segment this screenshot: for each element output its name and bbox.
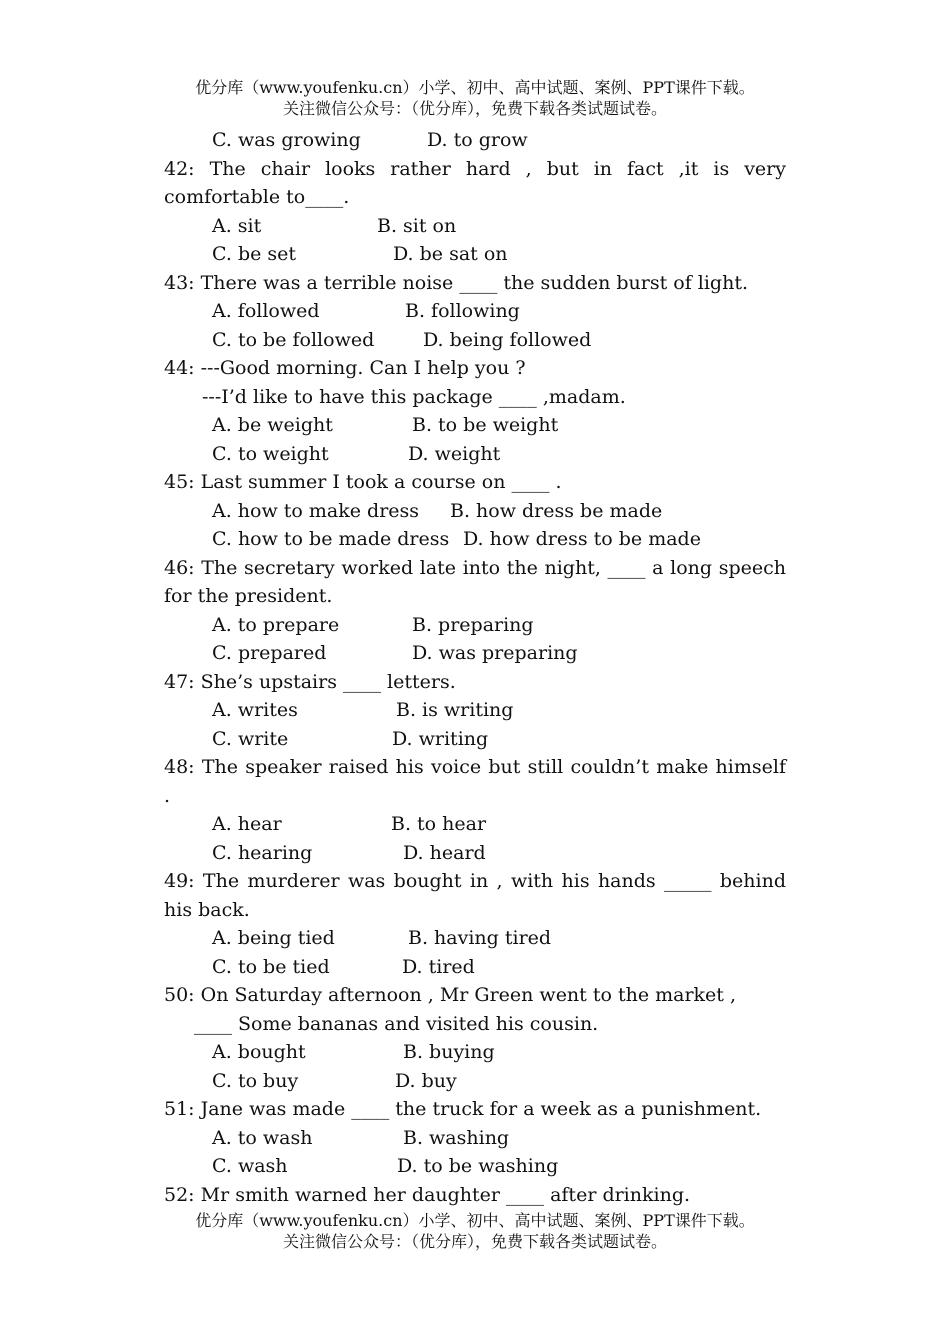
question-49-text: 49: The murderer was bought in , with his hands _____ behind — [164, 870, 786, 892]
question-48-text: 48: The speaker raised his voice but still couldn’t make himself — [164, 756, 786, 778]
option-row — [164, 126, 786, 155]
option-row — [164, 611, 786, 640]
option-a: A. sit — [212, 214, 262, 237]
option-a: A. to wash — [212, 1126, 313, 1149]
question-51-text: 51: Jane was made ____ the truck for a week as a punishment. — [164, 1098, 762, 1120]
option-b: B. how dress be made — [450, 499, 663, 522]
option-row — [164, 1038, 786, 1067]
option-b: B. to hear — [391, 813, 487, 835]
page-footer — [0, 1210, 950, 1252]
option-row — [164, 810, 786, 839]
option-row — [164, 411, 786, 440]
question-46-text-cont: for the president. — [164, 585, 333, 607]
option-c: C. to weight — [212, 442, 329, 465]
header-line-1: 优分库（www.youfenku.cn）小学、初中、高中试题、案例、PPT课件下载。 — [195, 78, 755, 97]
option-b: B. preparing — [412, 613, 534, 636]
option-d: D. tired — [402, 955, 475, 978]
option-row — [164, 1124, 786, 1153]
question-50-text-cont: ____ Some bananas and visited his cousin. — [194, 1012, 599, 1035]
option-a: A. to prepare — [212, 613, 340, 636]
option-b: B. following — [405, 300, 520, 322]
question-43-text: 43: There was a terrible noise ____ the sudden burst of light. — [164, 271, 748, 294]
option-a: A. followed — [212, 300, 320, 322]
option-b: B. buying — [403, 1041, 495, 1063]
option-d: D. buy — [395, 1069, 457, 1092]
option-row — [164, 1067, 786, 1096]
option-a: A. hear — [212, 813, 282, 835]
question-44-text: 44: ---Good morning. Can I help you ? — [164, 357, 526, 379]
option-c: C. to be tied — [212, 955, 330, 978]
option-b: B. is writing — [396, 699, 514, 721]
option-row — [164, 326, 786, 355]
footer-line-1: 优分库（www.youfenku.cn）小学、初中、高中试题、案例、PPT课件下载。 — [195, 1211, 755, 1230]
question-42-text: 42: The chair looks rather hard , but in fact ,it is very — [164, 157, 786, 180]
option-c: C. prepared — [212, 642, 327, 664]
option-c: C. to be followed — [212, 328, 375, 351]
question-44-text-cont: ---I’d like to have this package ____ ,madam. — [202, 385, 626, 408]
option-row — [164, 497, 786, 526]
option-d: D. to be washing — [397, 1155, 559, 1177]
option-c: C. wash — [212, 1155, 288, 1177]
option-b: B. to be weight — [412, 414, 559, 436]
option-row — [164, 839, 786, 868]
option-d: D. was preparing — [412, 642, 578, 664]
option-d: D. to grow — [427, 129, 528, 151]
question-list — [164, 126, 786, 1209]
option-row — [164, 240, 786, 269]
option-c: C. be set — [212, 243, 297, 265]
option-c: C. hearing — [212, 841, 313, 864]
option-d: D. weight — [408, 442, 501, 465]
option-d: D. how dress to be made — [463, 528, 701, 550]
option-row — [164, 440, 786, 469]
option-row — [164, 212, 786, 241]
option-row — [164, 525, 786, 554]
option-row — [164, 639, 786, 668]
option-d: D. heard — [403, 841, 486, 864]
question-47-text: 47: She’s upstairs ____ letters. — [164, 670, 456, 693]
option-c: C. write — [212, 727, 289, 750]
option-b: B. sit on — [377, 214, 457, 237]
option-row — [164, 297, 786, 326]
option-a: A. writes — [212, 699, 298, 721]
question-50-text: 50: On Saturday afternoon , Mr Green went to the market , — [164, 984, 737, 1006]
option-b: B. having tired — [408, 927, 552, 949]
question-46-text: 46: The secretary worked late into the night, ____ a long speech — [164, 556, 786, 579]
footer-line-2: 关注微信公众号：（优分库），免费下载各类试题试卷。 — [282, 1232, 667, 1251]
option-d: D. be sat on — [393, 243, 508, 265]
option-c: C. was growing — [212, 129, 361, 151]
option-c: C. how to be made dress — [212, 528, 450, 550]
option-c: C. to buy — [212, 1069, 299, 1092]
option-d: D. writing — [392, 727, 489, 750]
option-row — [164, 1152, 786, 1181]
option-a: A. be weight — [212, 414, 333, 436]
option-row — [164, 924, 786, 953]
option-row — [164, 725, 786, 754]
option-a: A. how to make dress — [212, 499, 420, 522]
option-d: D. being followed — [423, 328, 592, 351]
option-row — [164, 953, 786, 982]
question-49-text-cont: his back. — [164, 898, 250, 921]
question-48-text-cont: . — [164, 784, 171, 807]
question-45-text: 45: Last summer I took a course on ____ . — [164, 471, 562, 493]
question-42-text-cont: comfortable to____. — [164, 186, 350, 208]
question-52-text: 52: Mr smith warned her daughter ____ after drinking. — [164, 1183, 691, 1206]
option-a: A. being tied — [212, 927, 335, 949]
header-line-2: 关注微信公众号：（优分库），免费下载各类试题试卷。 — [282, 99, 667, 118]
page-header — [0, 77, 950, 119]
option-a: A. bought — [212, 1041, 306, 1063]
option-row — [164, 696, 786, 725]
option-b: B. washing — [403, 1126, 510, 1149]
